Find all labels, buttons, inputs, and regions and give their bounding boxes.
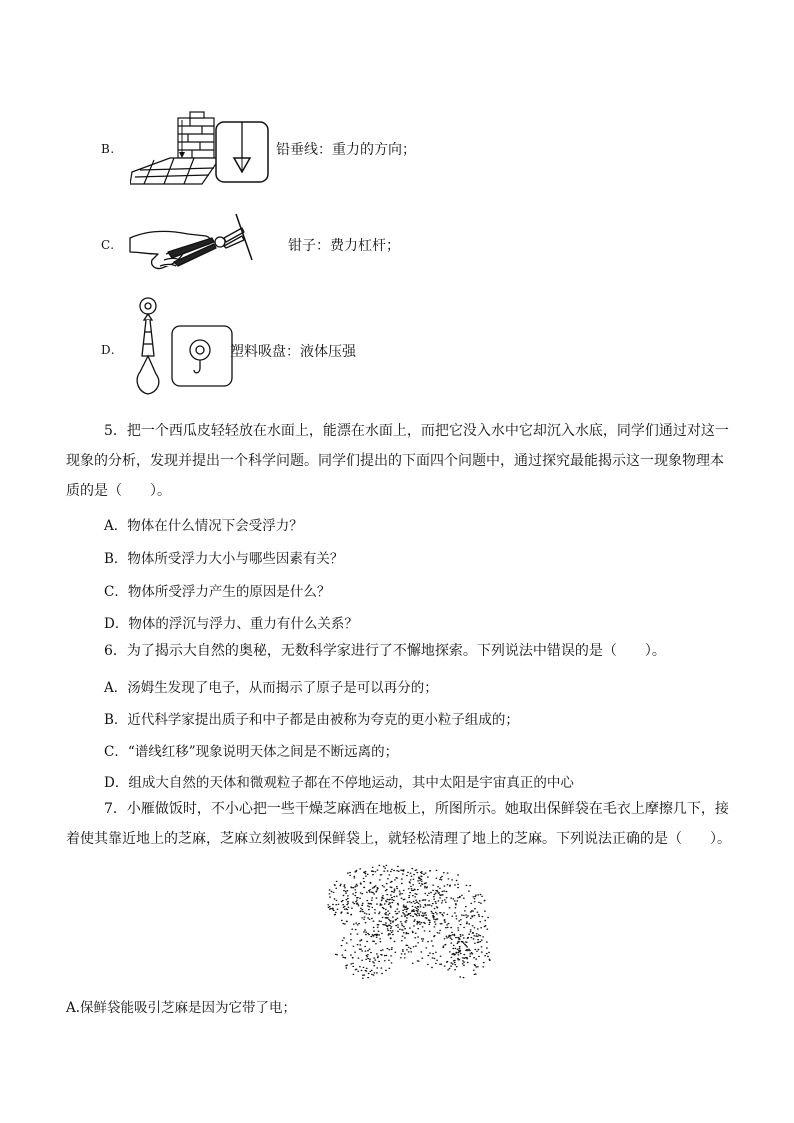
- option-b-label: B.: [101, 142, 115, 156]
- option-b-caption: 铅垂线：重力的方向；: [276, 142, 416, 158]
- question-5-choice-b: B．物体所受浮力大小与哪些因素有关？: [104, 551, 344, 567]
- option-c-label: C.: [101, 238, 115, 252]
- question-6-choice-d: D．组成大自然的天体和微观粒子都在不停地运动，其中太阳是宇宙真正的中心: [104, 775, 574, 791]
- option-c-caption: 钳子：费力杠杆；: [288, 238, 400, 254]
- question-5-choice-a: A．物体在什么情况下会受浮力？: [104, 518, 303, 534]
- question-6-stem: 6．为了揭示大自然的奥秘，无数科学家进行了不懈地探索。下列说法中错误的是（ ）。: [104, 643, 666, 659]
- question-6-choice-a: A．汤姆生发现了电子，从而揭示了原子是可以再分的；: [104, 680, 438, 696]
- question-5-stem: 5．把一个西瓜皮轻轻放在水面上，能漂在水面上，而把它没入水中它却沉入水底，同学们通过对这一现象的分析，发现并提出一个科学问题。同学们提出的下面四个问题中，通过探究最能揭示这一现象物理本质的是（ ）。: [66, 423, 729, 499]
- option-d-caption: 塑料吸盘：液体压强: [230, 344, 356, 360]
- question-5-choice-d: D．物体的浮沉与浮力、重力有什么关系？: [104, 616, 358, 632]
- question-7-stem: 7．小雁做饭时，不小心把一些干燥芝麻洒在地板上，所图所示。她取出保鲜袋在毛衣上摩擦几下，接着使其靠近地上的芝麻，芝麻立刻被吸到保鲜袋上，就轻松清理了地上的芝麻。下列说法正确的是（ ）。: [66, 801, 731, 847]
- option-d-label: D.: [101, 343, 116, 357]
- question-7-choice-a: A.保鲜袋能吸引芝麻是因为它带了电；: [66, 1000, 297, 1016]
- pliers-figure: [128, 208, 258, 278]
- question-5-choice-c: C．物体所受浮力产生的原因是什么？: [104, 584, 331, 600]
- scattered-sesame-figure: [325, 860, 495, 982]
- question-6-choice-c: C．“谱线红移”现象说明天体之间是不断远离的；: [104, 744, 399, 760]
- question-6-choice-b: B．近代科学家提出质子和中子都是由被称为夸克的更小粒子组成的；: [104, 712, 519, 728]
- plumb-line-figure: [130, 108, 270, 188]
- suction-cup-figure: [130, 296, 234, 400]
